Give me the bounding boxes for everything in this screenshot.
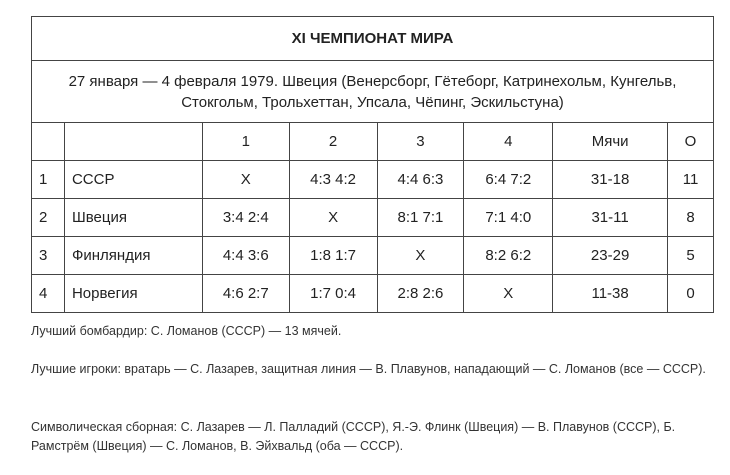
result-cell: X [377, 237, 464, 275]
team-cell: Финляндия [64, 237, 202, 275]
result-cell: 8:1 7:1 [377, 199, 464, 237]
header-cell: 4 [464, 123, 553, 161]
result-cell: 4:4 3:6 [202, 237, 289, 275]
results-table [31, 16, 714, 313]
points-cell: 5 [668, 237, 714, 275]
all-star-team-note: Символическая сборная: С. Лазарев — Л. Палладий (СССР), Я.-Э. Флинк (Швеция) — В. Плавунов (СССР), Б. Рамстрём (Швеция) — С. Ломанов, В. Эйхвальд (оба — СССР). [31, 420, 676, 453]
title-row [32, 17, 714, 61]
result-cell: 2:8 2:6 [377, 275, 464, 313]
tournament-info: 27 января — 4 февраля 1979. Швеция (Венерсборг, Гётеборг, Катринехольм, Кунгельв, Стокгольм, Трольхеттан, Упсала, Чёпинг, Эскильстуна) [32, 61, 714, 123]
result-cell: 4:3 4:2 [289, 161, 377, 199]
notes-section [31, 322, 721, 341]
table-row [32, 199, 714, 237]
points-cell: 8 [668, 199, 714, 237]
result-cell: 1:7 0:4 [289, 275, 377, 313]
team-cell: Швеция [64, 199, 202, 237]
notes-section [31, 360, 721, 379]
header-cell [64, 123, 202, 161]
result-cell: 1:8 1:7 [289, 237, 377, 275]
team-cell: Норвегия [64, 275, 202, 313]
best-players-note: Лучшие игроки: вратарь — С. Лазарев, защитная линия — В. Плавунов, нападающий — С. Ломанов (все — СССР). [31, 362, 706, 376]
table-title: XI ЧЕМПИОНАТ МИРА [32, 17, 714, 61]
header-cell: 3 [377, 123, 464, 161]
info-row [32, 61, 714, 123]
header-cell [32, 123, 65, 161]
table-row [32, 161, 714, 199]
place-cell: 4 [32, 275, 65, 313]
place-cell: 3 [32, 237, 65, 275]
result-cell: X [464, 275, 553, 313]
result-cell: 6:4 7:2 [464, 161, 553, 199]
header-cell: О [668, 123, 714, 161]
header-cell: Мячи [553, 123, 668, 161]
result-cell: 4:4 6:3 [377, 161, 464, 199]
header-cell: 2 [289, 123, 377, 161]
goals-cell: 31-11 [553, 199, 668, 237]
team-cell: СССР [64, 161, 202, 199]
goals-cell: 23-29 [553, 237, 668, 275]
result-cell: 8:2 6:2 [464, 237, 553, 275]
notes-section [31, 418, 721, 456]
goals-cell: 31-18 [553, 161, 668, 199]
points-cell: 11 [668, 161, 714, 199]
result-cell: 7:1 4:0 [464, 199, 553, 237]
top-scorer-note: Лучший бомбардир: С. Ломанов (СССР) — 13 мячей. [31, 324, 342, 338]
result-cell: X [202, 161, 289, 199]
header-row [32, 123, 714, 161]
place-cell: 1 [32, 161, 65, 199]
result-cell: X [289, 199, 377, 237]
result-cell: 3:4 2:4 [202, 199, 289, 237]
table-row [32, 275, 714, 313]
table-row [32, 237, 714, 275]
place-cell: 2 [32, 199, 65, 237]
header-cell: 1 [202, 123, 289, 161]
result-cell: 4:6 2:7 [202, 275, 289, 313]
goals-cell: 11-38 [553, 275, 668, 313]
points-cell: 0 [668, 275, 714, 313]
